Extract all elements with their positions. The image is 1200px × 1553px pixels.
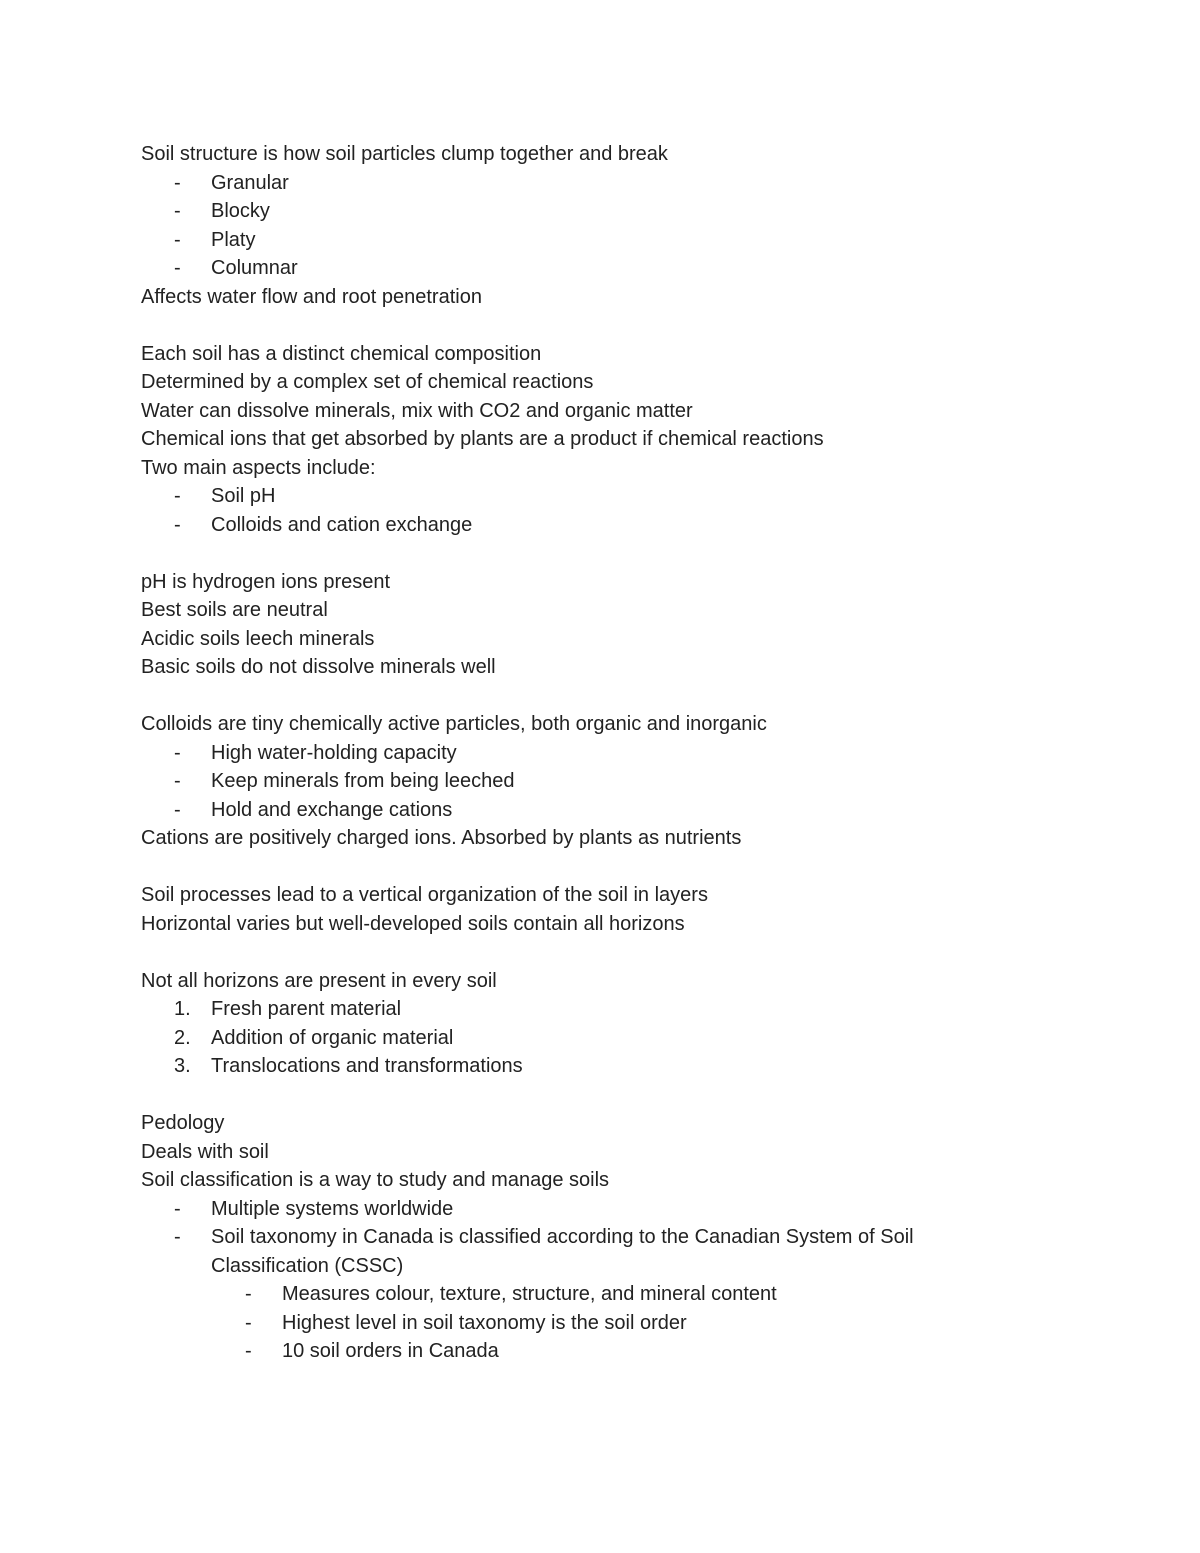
list-marker: 1. xyxy=(174,998,191,1020)
list-marker: 3. xyxy=(174,1055,191,1077)
paragraph-line: Affects water flow and root penetration xyxy=(141,285,482,308)
list-marker: - xyxy=(245,1283,252,1305)
paragraph-line: pH is hydrogen ions present xyxy=(141,570,391,593)
list-marker: - xyxy=(174,741,181,764)
blank-line xyxy=(141,1081,1041,1110)
list-item xyxy=(141,1337,1041,1366)
list-marker: - xyxy=(174,200,181,222)
list-marker: - xyxy=(174,228,181,251)
paragraph-line: Two main aspects include: xyxy=(141,456,376,479)
list-item-text: Multiple systems worldwide xyxy=(211,1197,454,1220)
paragraph-line: Pedology xyxy=(141,1112,225,1134)
list-item-text: Granular xyxy=(211,171,289,194)
list-item xyxy=(141,482,1041,511)
paragraph-line: Soil structure is how soil particles clump together and break xyxy=(141,143,668,165)
list-item xyxy=(141,739,1041,768)
list-item xyxy=(141,995,1041,1024)
paragraph-line: Horizontal varies but well-developed soils contain all horizons xyxy=(141,912,685,935)
list-item xyxy=(141,511,1041,540)
list-item xyxy=(141,1309,1041,1338)
list-item xyxy=(141,796,1041,825)
list-item-text: Fresh parent material xyxy=(211,998,402,1020)
list-item xyxy=(141,1280,1041,1309)
list-marker: - xyxy=(174,1226,181,1248)
list-marker: - xyxy=(174,513,181,536)
list-item-text: Keep minerals from being leeched xyxy=(211,770,515,792)
list-item-text: Hold and exchange cations xyxy=(211,798,453,821)
list-item xyxy=(141,226,1041,255)
list-item-text: Soil taxonomy in Canada is classified according to the Canadian System of Soil xyxy=(211,1226,914,1248)
blank-line xyxy=(141,682,1041,711)
paragraph-line: Colloids are tiny chemically active particles, both organic and inorganic xyxy=(141,713,767,735)
paragraph-line: Water can dissolve minerals, mix with CO2 and organic matter xyxy=(141,399,693,422)
list-item xyxy=(141,1052,1041,1081)
paragraph-line: Deals with soil xyxy=(141,1140,269,1163)
paragraph-line: Determined by a complex set of chemical reactions xyxy=(141,371,594,393)
list-item xyxy=(141,1195,1041,1224)
blank-line xyxy=(141,938,1041,967)
list-marker: - xyxy=(174,1197,181,1220)
document-body xyxy=(141,140,1041,1366)
paragraph-line: Cations are positively charged ions. Absorbed by plants as nutrients xyxy=(141,827,742,849)
paragraph-line: Best soils are neutral xyxy=(141,599,328,621)
blank-line xyxy=(141,853,1041,882)
list-item-text: Translocations and transformations xyxy=(211,1055,523,1077)
paragraph-line: Chemical ions that get absorbed by plants are a product if chemical reactions xyxy=(141,428,824,450)
paragraph-line: Soil processes lead to a vertical organization of the soil in layers xyxy=(141,884,708,906)
list-marker: - xyxy=(174,257,181,279)
blank-line xyxy=(141,539,1041,568)
list-item-text: Colloids and cation exchange xyxy=(211,513,473,536)
paragraph-line: Soil classification is a way to study and manage soils xyxy=(141,1169,610,1191)
list-item-text: Columnar xyxy=(211,257,298,279)
list-marker: - xyxy=(174,798,181,821)
list-marker: - xyxy=(174,770,181,792)
list-item-text: Measures colour, texture, structure, and mineral content xyxy=(282,1283,777,1305)
list-marker: - xyxy=(174,485,181,507)
list-item xyxy=(141,254,1041,283)
paragraph-line: Not all horizons are present in every soil xyxy=(141,969,497,992)
list-item-text: Platy xyxy=(211,228,256,251)
list-item-text: Soil pH xyxy=(211,485,276,507)
paragraph-line: Basic soils do not dissolve minerals well xyxy=(141,656,496,678)
list-marker: 2. xyxy=(174,1026,191,1049)
list-item-continuation: Classification (CSSC) xyxy=(211,1254,404,1277)
paragraph-line: Acidic soils leech minerals xyxy=(141,627,375,650)
list-item xyxy=(141,169,1041,198)
list-item-text: Highest level in soil taxonomy is the soil order xyxy=(282,1311,687,1334)
list-item-text: Blocky xyxy=(211,200,270,222)
list-marker: - xyxy=(245,1311,252,1334)
paragraph-line: Each soil has a distinct chemical composition xyxy=(141,342,542,365)
list-marker: - xyxy=(174,171,181,194)
blank-line xyxy=(141,311,1041,340)
list-item-text: High water-holding capacity xyxy=(211,741,457,764)
list-item xyxy=(141,197,1041,226)
list-item xyxy=(141,767,1041,796)
list-item-text: Addition of organic material xyxy=(211,1026,454,1049)
list-item xyxy=(141,1024,1041,1053)
list-item xyxy=(141,1223,1041,1252)
list-marker: - xyxy=(245,1340,252,1362)
list-item-text: 10 soil orders in Canada xyxy=(282,1340,499,1362)
